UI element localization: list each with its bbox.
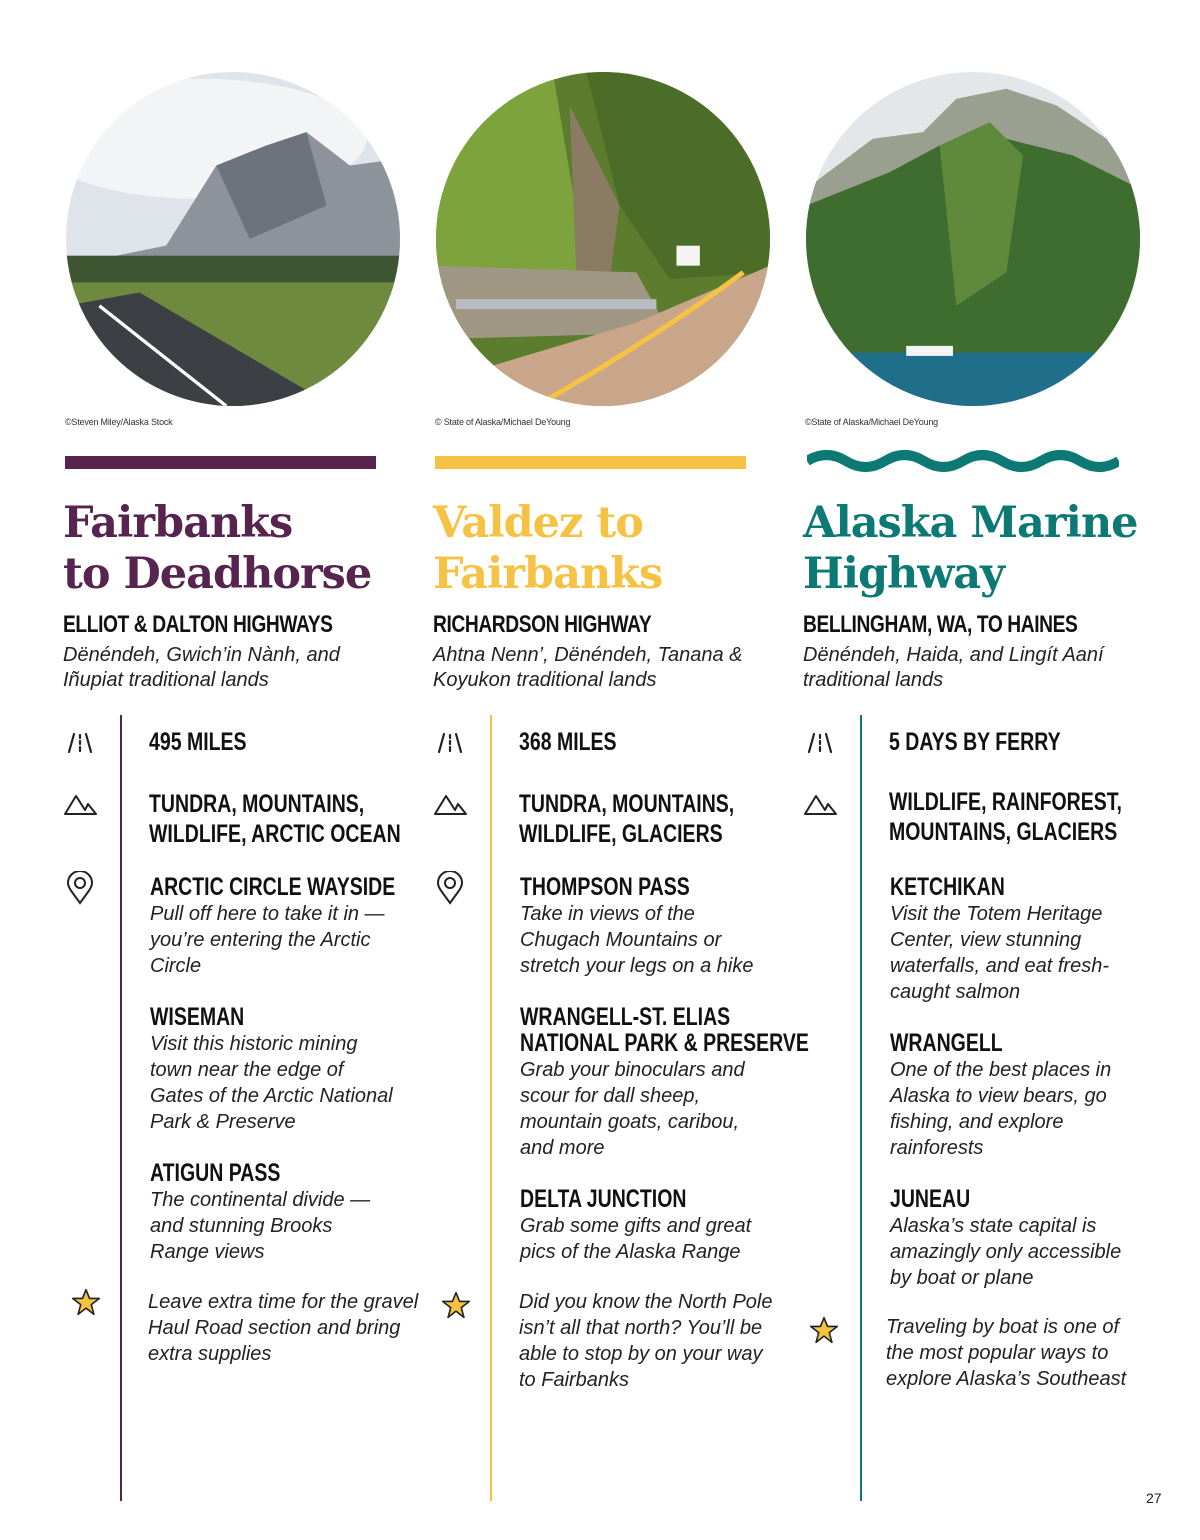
traditional-lands: Ahtna Nenn’, Dënéndeh, Tanana & Koyukon traditional lands: [433, 644, 743, 691]
stop-name: ARCTIC CIRCLE WAYSIDE: [150, 873, 396, 901]
travel-tip: Traveling by boat is one of the most popular ways to explore Alaska’s Southeast: [886, 1316, 1127, 1390]
stop-item: [150, 874, 450, 979]
stop-item: [150, 1160, 450, 1265]
travel-tip: Leave extra time for the gravel Haul Road section and bring extra supplies: [148, 1291, 419, 1365]
stop-item: [890, 1186, 1190, 1291]
stop-item: [150, 1004, 450, 1135]
route-column-alaska-marine-highway: [803, 0, 1183, 1540]
traditional-lands: Dënéndeh, Gwich’in Nành, and Iñupiat traditional lands: [63, 644, 340, 691]
route-highway: BELLINGHAM, WA, TO HAINES: [803, 611, 1078, 638]
star-icon: [809, 1315, 839, 1345]
map-pin-icon: [63, 871, 97, 905]
stop-item: [890, 1030, 1190, 1161]
distance: 495 MILES: [149, 728, 247, 756]
route-title-line-1: Valdez to: [433, 498, 643, 548]
stop-name: ATIGUN PASS: [150, 1159, 281, 1187]
stop-name: KETCHIKAN: [890, 873, 1005, 901]
stop-name: DELTA JUNCTION: [520, 1185, 687, 1213]
stop-item: [520, 874, 820, 979]
stop-description: Grab some gifts and great pics of the Alaska Range: [520, 1215, 752, 1263]
stop-name: WISEMAN: [150, 1003, 245, 1031]
road-icon: [63, 726, 97, 760]
accent-bar: [65, 456, 376, 469]
route-highway: ELLIOT & DALTON HIGHWAYS: [63, 611, 333, 638]
route-title-line-1: Alaska Marine: [803, 498, 1138, 548]
route-title: [803, 498, 1183, 600]
scenery-line-1: WILDLIFE, RAINFOREST,: [889, 788, 1122, 816]
route-photo: [436, 72, 770, 406]
route-title-line-2: Highway: [803, 549, 1005, 599]
route-highway: RICHARDSON HIGHWAY: [433, 611, 652, 638]
stop-description: Take in views of the Chugach Mountains or stretch your legs on a hike: [520, 903, 754, 977]
mountain-icon: [803, 786, 837, 820]
stop-description: Visit this historic mining town near the edge of Gates of the Arctic National Park & Preserve: [150, 1033, 393, 1133]
stop-description: One of the best places in Alaska to view bears, go fishing, and explore rainforests: [890, 1059, 1112, 1159]
mountain-icon: [433, 786, 467, 820]
distance: 5 DAYS BY FERRY: [889, 728, 1061, 756]
route-title: [433, 498, 813, 600]
stop-name: THOMPSON PASS: [520, 873, 690, 901]
stop-item: [520, 1004, 820, 1161]
column-divider: [490, 715, 492, 1501]
accent-bar: [435, 456, 746, 469]
scenery: [149, 789, 401, 849]
column-divider: [120, 715, 122, 1501]
photo-credit: © State of Alaska/Michael DeYoung: [435, 417, 571, 427]
route-title-line-2: Fairbanks: [433, 549, 663, 599]
stop-name: JUNEAU: [890, 1185, 971, 1213]
road-icon: [433, 726, 467, 760]
stop-name: WRANGELL-ST. ELIAS: [520, 1003, 731, 1031]
photo-credit: ©State of Alaska/Michael DeYoung: [805, 417, 938, 427]
star-icon: [71, 1287, 101, 1317]
stop-description: Grab your binoculars and scour for dall sheep, mountain goats, caribou, and more: [520, 1059, 745, 1159]
scenery-line-2: WILDLIFE, GLACIERS: [519, 820, 723, 848]
accent-wave: [807, 448, 1119, 474]
distance: 368 MILES: [519, 728, 617, 756]
star-icon: [441, 1290, 471, 1320]
stop-description: The continental divide —and stunning Brooks Range views: [150, 1189, 371, 1263]
route-photo: [66, 72, 400, 406]
stop-description: Alaska’s state capital is amazingly only accessible by boat or plane: [890, 1215, 1122, 1289]
route-title-line-1: Fairbanks: [63, 498, 293, 548]
stop-item: [520, 1186, 820, 1265]
route-column-fairbanks-deadhorse: [63, 0, 443, 1540]
photo-credit: ©Steven Miley/Alaska Stock: [65, 417, 173, 427]
column-divider: [860, 715, 862, 1501]
route-photo: [806, 72, 1140, 406]
road-icon: [803, 726, 837, 760]
travel-tip: Did you know the North Pole isn’t all that north? You’ll be able to stop by on your way to Fairbanks: [519, 1291, 773, 1391]
page-number: 27: [1146, 1490, 1162, 1506]
traditional-lands: Dënéndeh, Haida, and Lingít Aaní traditional lands: [803, 644, 1104, 691]
map-pin-icon: [433, 871, 467, 905]
scenery: [519, 789, 734, 849]
route-column-valdez-fairbanks: [433, 0, 813, 1540]
scenery: [889, 787, 1122, 847]
route-title-line-2: to Deadhorse: [63, 549, 372, 599]
stop-item: [890, 874, 1190, 1005]
mountain-icon: [63, 786, 97, 820]
stop-description: Visit the Totem Heritage Center, view stunning waterfalls, and eat fresh-caught salmon: [890, 903, 1109, 1003]
stop-description: Pull off here to take it in —you’re entering the Arctic Circle: [150, 903, 385, 977]
scenery-line-2: WILDLIFE, ARCTIC OCEAN: [149, 820, 401, 848]
stop-name-line-2: NATIONAL PARK & PRESERVE: [520, 1029, 809, 1057]
scenery-line-1: TUNDRA, MOUNTAINS,: [519, 790, 735, 818]
scenery-line-2: MOUNTAINS, GLACIERS: [889, 818, 1118, 846]
route-title: [63, 498, 443, 600]
scenery-line-1: TUNDRA, MOUNTAINS,: [149, 790, 365, 818]
stop-name: WRANGELL: [890, 1029, 1003, 1057]
